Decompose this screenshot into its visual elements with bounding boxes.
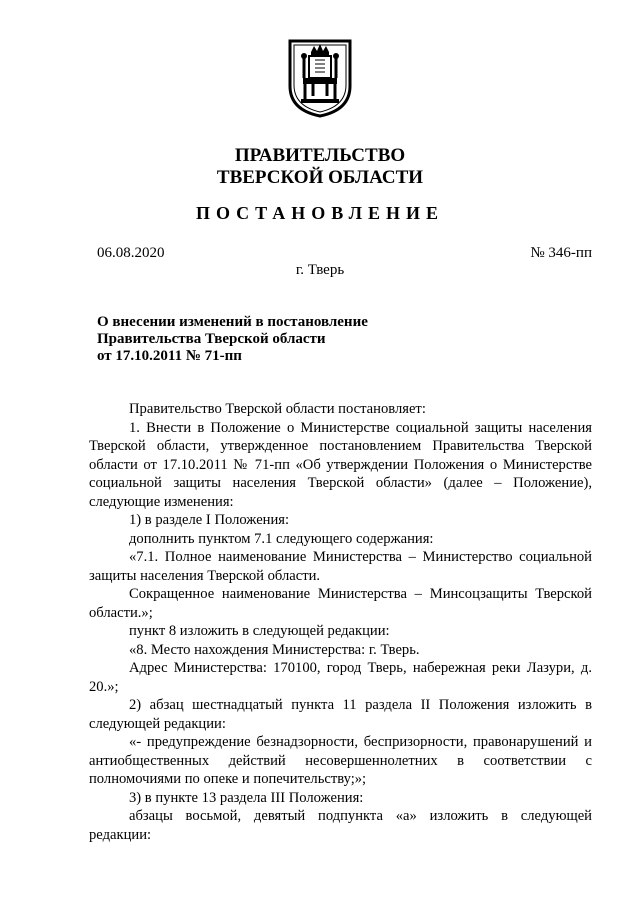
subject-line-2: Правительства Тверской области <box>97 331 326 347</box>
body-paragraph: 2) абзац шестнадцатый пункта 11 раздела II Положения изложить в следующей редакции: <box>89 697 592 732</box>
document-city: г. Тверь <box>295 262 345 278</box>
subject-line-3: от 17.10.2011 № 71-пп <box>97 348 242 364</box>
body-paragraph: Правительство Тверской области постановляет: <box>129 401 426 417</box>
organization-name <box>0 145 640 189</box>
body-paragraph: «7.1. Полное наименование Министерства – Министерство социальной защиты населения Тверской области. <box>89 549 592 584</box>
body-paragraph: «8. Место нахождения Министерства: г. Тверь. <box>129 641 420 658</box>
document-type: ПОСТАНОВЛЕНИЕ <box>195 203 445 223</box>
coat-of-arms-icon <box>287 38 353 118</box>
body-paragraph: 1. Внести в Положение о Министерстве социальной защиты населения Тверской области, утвержденное постановлением Правительства Тверской области от 17.10.2011 № 71-пп «Об утверждении Положения о Министерстве социальной защиты населения Тверской области» (далее – Положение), следующие изменения: <box>89 419 592 510</box>
body-paragraph: Сокращенное наименование Министерства – Минсоцзащиты Тверской области.»; <box>89 586 592 621</box>
body-paragraph: абзацы восьмой, девятый подпункта «а» изложить в следующей редакции: <box>89 808 592 843</box>
document-subject <box>97 314 517 365</box>
body-paragraph: пункт 8 изложить в следующей редакции: <box>129 623 390 639</box>
body-paragraph: 3) в пункте 13 раздела III Положения: <box>129 789 364 806</box>
document-body <box>89 400 592 844</box>
organization-line-1: ПРАВИТЕЛЬСТВО <box>234 145 406 166</box>
body-paragraph: дополнить пунктом 7.1 следующего содержания: <box>129 530 434 547</box>
body-paragraph: «- предупреждение безнадзорности, беспризорности, правонарушений и антиобщественных действий несовершеннолетних в соответствии с полномочиями по опеке и попечительству;»; <box>89 734 592 787</box>
body-paragraph: 1) в разделе I Положения: <box>129 512 290 528</box>
organization-line-2: ТВЕРСКОЙ ОБЛАСТИ <box>216 167 424 188</box>
body-paragraph: Адрес Министерства: 170100, город Тверь, набережная реки Лазури, д. 20.»; <box>89 660 592 695</box>
subject-line-1: О внесении изменений в постановление <box>97 314 368 330</box>
document-number: № 346-пп <box>530 245 592 261</box>
document-date: 06.08.2020 <box>97 245 165 261</box>
